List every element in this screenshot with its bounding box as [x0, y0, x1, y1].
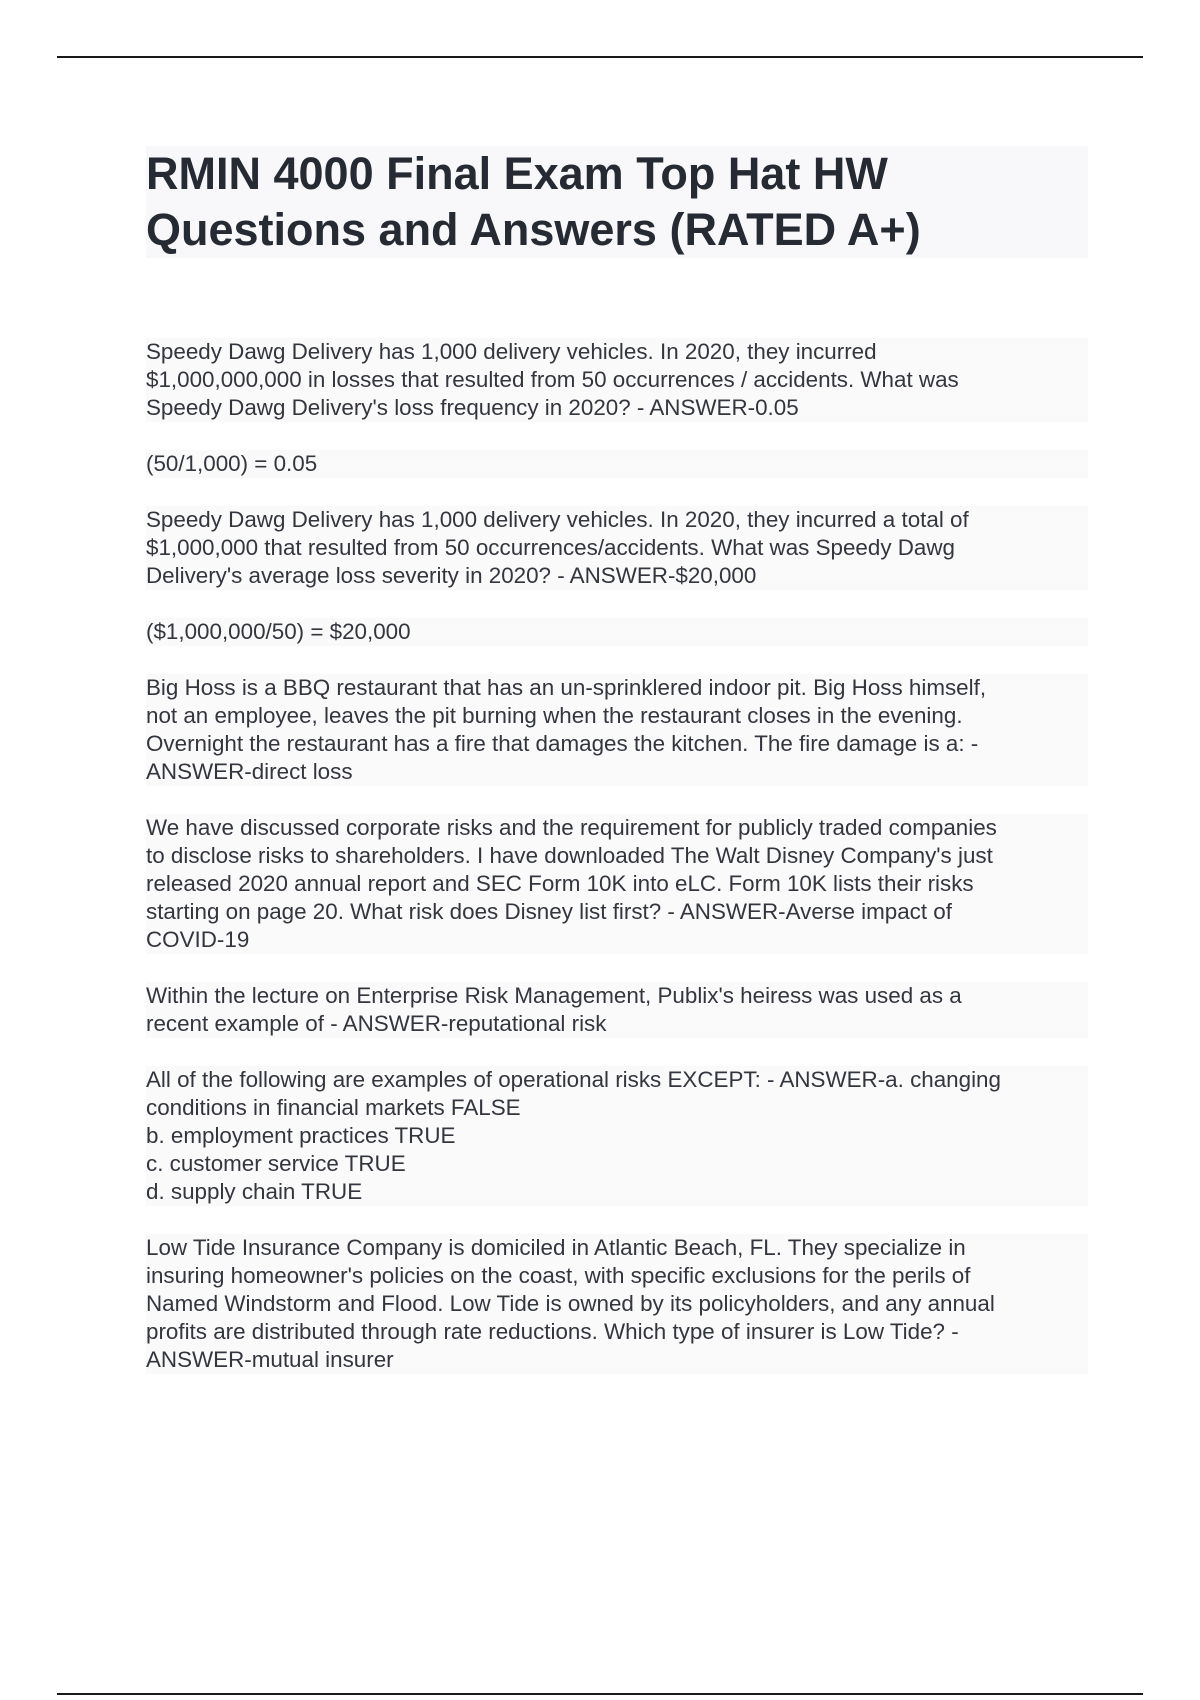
text-line: We have discussed corporate risks and the requirement for publicly traded companies: [146, 814, 1088, 842]
top-divider: [57, 56, 1143, 58]
title-line-2: Questions and Answers (RATED A+): [146, 204, 921, 255]
text-line: c. customer service TRUE: [146, 1150, 1088, 1178]
text-line: ($1,000,000/50) = $20,000: [146, 618, 1088, 646]
text-line: Big Hoss is a BBQ restaurant that has an un-sprinklered indoor pit. Big Hoss himself,: [146, 674, 1088, 702]
qa-paragraph: [146, 674, 1088, 786]
qa-content: [146, 338, 1088, 1402]
text-line: Speedy Dawg Delivery has 1,000 delivery vehicles. In 2020, they incurred a total of: [146, 506, 1088, 534]
text-line: Named Windstorm and Flood. Low Tide is owned by its policyholders, and any annual: [146, 1290, 1088, 1318]
text-line: Delivery's average loss severity in 2020? - ANSWER-$20,000: [146, 562, 1088, 590]
title-line-1: RMIN 4000 Final Exam Top Hat HW: [146, 148, 888, 199]
text-line: d. supply chain TRUE: [146, 1178, 1088, 1206]
text-line: COVID-19: [146, 926, 1088, 954]
text-line: released 2020 annual report and SEC Form 10K into eLC. Form 10K lists their risks: [146, 870, 1088, 898]
qa-paragraph: [146, 338, 1088, 422]
text-line: conditions in financial markets FALSE: [146, 1094, 1088, 1122]
qa-paragraph: [146, 814, 1088, 954]
text-line: (50/1,000) = 0.05: [146, 450, 1088, 478]
qa-paragraph: [146, 450, 1088, 478]
text-line: recent example of - ANSWER-reputational risk: [146, 1010, 1088, 1038]
qa-paragraph: [146, 982, 1088, 1038]
text-line: ANSWER-mutual insurer: [146, 1346, 1088, 1374]
text-line: to disclose risks to shareholders. I have downloaded The Walt Disney Company's just: [146, 842, 1088, 870]
text-line: ANSWER-direct loss: [146, 758, 1088, 786]
text-line: Speedy Dawg Delivery's loss frequency in 2020? - ANSWER-0.05: [146, 394, 1088, 422]
text-line: Speedy Dawg Delivery has 1,000 delivery vehicles. In 2020, they incurred: [146, 338, 1088, 366]
text-line: profits are distributed through rate reductions. Which type of insurer is Low Tide? -: [146, 1318, 1088, 1346]
title-block: [146, 146, 1088, 258]
qa-paragraph: [146, 506, 1088, 590]
text-line: All of the following are examples of operational risks EXCEPT: - ANSWER-a. changing: [146, 1066, 1088, 1094]
text-line: not an employee, leaves the pit burning when the restaurant closes in the evening.: [146, 702, 1088, 730]
text-line: $1,000,000 that resulted from 50 occurrences/accidents. What was Speedy Dawg: [146, 534, 1088, 562]
text-line: Low Tide Insurance Company is domiciled in Atlantic Beach, FL. They specialize in: [146, 1234, 1088, 1262]
page-title: [146, 146, 1088, 258]
text-line: $1,000,000,000 in losses that resulted from 50 occurrences / accidents. What was: [146, 366, 1088, 394]
qa-paragraph: [146, 618, 1088, 646]
text-line: Within the lecture on Enterprise Risk Management, Publix's heiress was used as a: [146, 982, 1088, 1010]
qa-paragraph: [146, 1234, 1088, 1374]
qa-paragraph: [146, 1066, 1088, 1206]
text-line: b. employment practices TRUE: [146, 1122, 1088, 1150]
text-line: Overnight the restaurant has a fire that damages the kitchen. The fire damage is a: -: [146, 730, 1088, 758]
text-line: insuring homeowner's policies on the coast, with specific exclusions for the perils of: [146, 1262, 1088, 1290]
text-line: starting on page 20. What risk does Disney list first? - ANSWER-Averse impact of: [146, 898, 1088, 926]
bottom-divider: [57, 1693, 1143, 1695]
